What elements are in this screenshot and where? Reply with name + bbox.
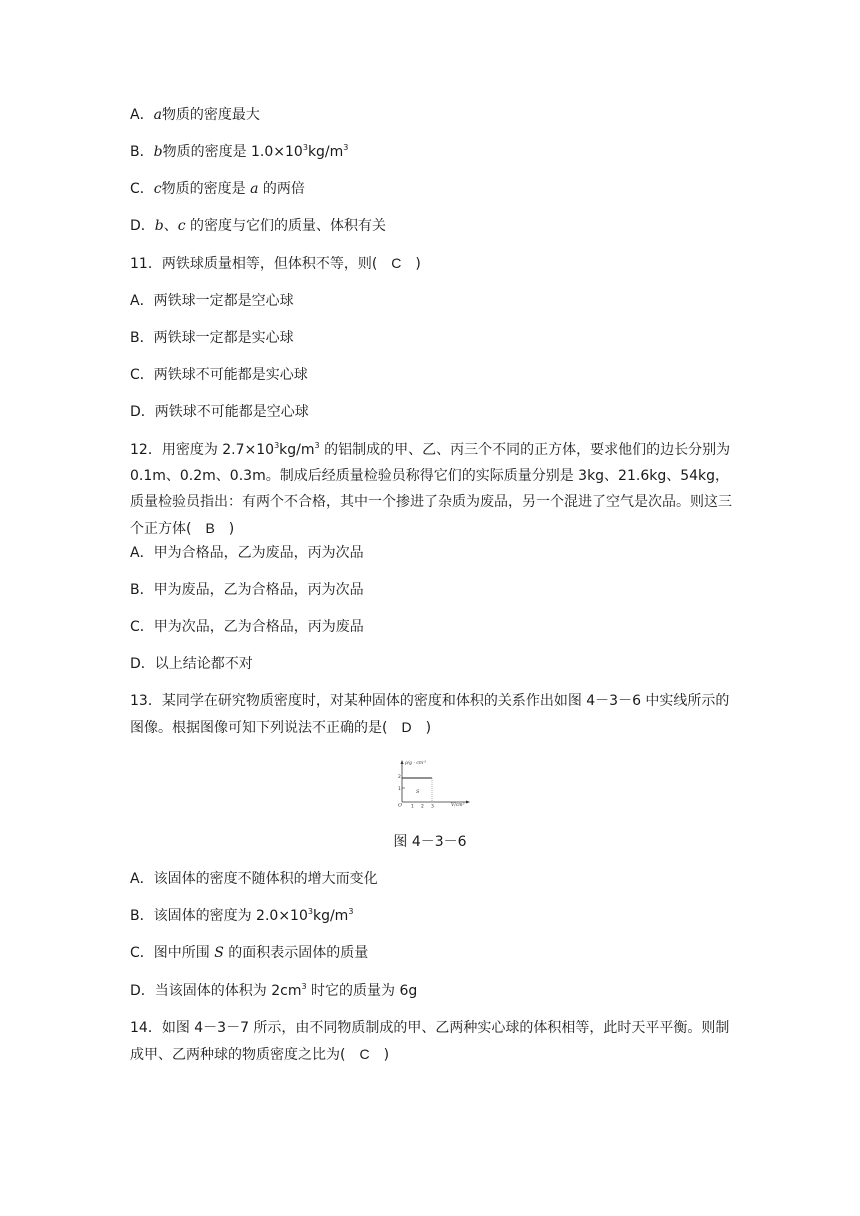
q10-option-c: [130, 179, 305, 199]
q12-option-a: A．甲为合格品，乙为废品，丙为次品: [130, 545, 364, 561]
answer: C: [391, 255, 402, 271]
answer: B: [205, 520, 215, 536]
q11-option-a: A．两铁球一定都是空心球: [130, 293, 294, 309]
question-text: 12．用密度为 2.7×10: [130, 442, 275, 458]
question-text: 的铝制成的甲、乙、丙三个不同的正方体，要求他们的边长分别为 0.1m、0.2m、0.3m。制成后经质量检验员称得它们的实际质量分别是 3kg、21.6kg、54kg，质量检验员指出：有两个不合格，其中一个掺进了杂质为废品，另一个混进了空气是次品。则这三个正方体(: [130, 442, 732, 537]
q11-option-b: B．两铁球一定都是实心球: [130, 330, 294, 346]
paren-close: ): [369, 1047, 390, 1063]
superscript: 3: [348, 907, 354, 916]
option-prefix: C．: [130, 181, 154, 197]
unit: kg/m: [312, 908, 349, 924]
paren-close: ): [411, 720, 432, 736]
q12-option-b: B．甲为废品，乙为合格品，丙为次品: [130, 582, 364, 598]
variable: a: [153, 107, 162, 123]
q13-option-d: [130, 981, 417, 1001]
option-text: 的两倍: [258, 181, 305, 197]
q13-option-b: [130, 906, 353, 926]
superscript: 3: [314, 441, 320, 450]
option-text: 物质的密度最大: [161, 107, 260, 123]
q10-option-b: [130, 142, 348, 162]
q14-stem: [130, 1015, 740, 1068]
answer: C: [359, 1046, 370, 1062]
x-tick-label: 3: [431, 804, 434, 808]
separator: 、: [163, 218, 178, 234]
superscript: 3: [302, 143, 308, 152]
superscript: 3: [301, 982, 307, 991]
option-text: 物质的密度是: [161, 181, 251, 197]
q10-option-a: [130, 105, 260, 125]
q11-option-c: C．两铁球不可能都是实心球: [130, 367, 308, 383]
variable: b: [154, 218, 164, 234]
variable: a: [250, 181, 259, 197]
question-text: 14．如图 4－3－7 所示，由不同物质制成的甲、乙两种实心球的体积相等，此时天平平衡。则制成甲、乙两种球的物质密度之比为(: [130, 1020, 730, 1063]
paren-close: ): [401, 256, 421, 272]
option-text: 的面积表示固体的质量: [223, 945, 369, 961]
superscript: 3: [274, 441, 280, 450]
unit: kg/m: [307, 144, 344, 160]
variable: S: [214, 945, 224, 961]
x-tick-label: 2: [421, 804, 424, 808]
paren-close: ): [214, 521, 235, 537]
y-tick-label: 1: [398, 787, 401, 792]
q12-option-c: C．甲为次品，乙为合格品，丙为废品: [130, 619, 364, 635]
q11-stem: [130, 253, 421, 274]
question-text: 13．某同学在研究物质密度时，对某种固体的密度和体积的关系作出如图 4－3－6 中实线所示的图像。根据图像可知下列说法不正确的是(: [130, 693, 730, 736]
q11-option-d: D．两铁球不可能都是空心球: [130, 404, 309, 420]
q12-option-d: D．以上结论都不对: [130, 656, 253, 672]
variable: c: [153, 181, 162, 197]
variable: b: [153, 144, 163, 160]
option-text: D．当该固体的体积为 2cm: [130, 983, 302, 999]
q13-stem: [130, 688, 740, 741]
option-text: 物质的密度是 1.0×10: [162, 144, 303, 160]
question-text: 11．两铁球质量相等，但体积不等，则(: [130, 256, 392, 272]
unit: kg/m: [279, 442, 315, 458]
option-prefix: A．: [130, 107, 154, 123]
option-text: 时它的质量为 6g: [306, 983, 418, 999]
option-text: 的密度与它们的质量、体积有关: [185, 218, 387, 234]
y-axis-label: $\rho/g \cdot cm^{-3}$: [405, 759, 427, 766]
density-volume-graph: [392, 758, 472, 808]
answer: D: [401, 719, 412, 735]
q13-option-a: A．该固体的密度不随体积的增大而变化: [130, 871, 378, 887]
x-tick-label: 1: [411, 804, 414, 808]
figure-caption: 图 4－3－6: [393, 834, 467, 850]
area-label: S: [416, 789, 420, 795]
option-prefix: B．: [130, 144, 154, 160]
q13-option-c: [130, 943, 368, 963]
y-tick-label: 2: [398, 775, 401, 780]
origin-label: O: [398, 802, 403, 808]
option-prefix: D．: [130, 218, 155, 234]
q12-stem: [130, 437, 740, 542]
superscript: 3: [307, 907, 313, 916]
q10-option-d: [130, 216, 386, 236]
x-axis-label: $V/cm^3$: [451, 801, 465, 808]
option-text: B．该固体的密度为 2.0×10: [130, 908, 308, 924]
y-axis-arrow: [401, 760, 404, 764]
superscript: 3: [343, 143, 349, 152]
x-axis-arrow: [466, 801, 470, 804]
option-text: C．图中所围: [130, 945, 215, 961]
variable: c: [177, 218, 186, 234]
